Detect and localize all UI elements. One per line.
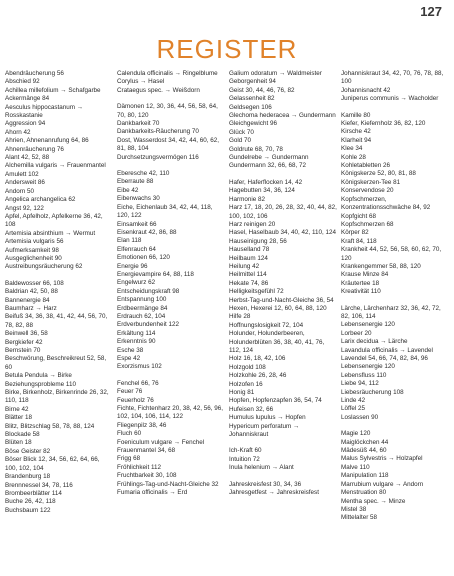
index-entry: Humulus lupulus → Hopfen bbox=[229, 414, 306, 422]
index-entry: Johannisnacht 42 bbox=[341, 86, 391, 94]
index-entry: Erdrauch 62, 104 bbox=[117, 312, 166, 320]
index-entry: Hoffnungslosigkeit 72, 104 bbox=[229, 321, 304, 329]
index-entry: Engelwurz 62 bbox=[117, 279, 156, 287]
index-entry: Inula helenium → Alant bbox=[229, 464, 294, 472]
index-entry: Angst 92, 122 bbox=[5, 204, 44, 212]
index-entry: Lavandula officinalis → Lavendel bbox=[341, 346, 433, 354]
index-entry: Bannenergie 84 bbox=[5, 296, 50, 304]
letter-group-gap bbox=[117, 95, 225, 103]
index-entry: Krankengemmer 58, 88, 120 bbox=[341, 262, 421, 270]
index-entry: Feuerholz 76 bbox=[117, 396, 154, 404]
index-entry: Hasel, Haselbaub 34, 40, 42, 110, 124 bbox=[229, 229, 337, 237]
index-entry: Beschwörung, Beschreikreut 52, 58, 60 bbox=[5, 355, 107, 371]
index-entry: Beziehungsprobleme 110 bbox=[5, 380, 76, 388]
index-entry: Abschied 92 bbox=[5, 78, 40, 86]
index-entry: Blätter 18 bbox=[5, 414, 32, 422]
index-entry: Entspannung 100 bbox=[117, 296, 167, 304]
index-entry: Ausgeglichenheit 90 bbox=[5, 254, 62, 262]
index-entry: Feuer 76 bbox=[117, 388, 143, 396]
index-entry: Manipulation 118 bbox=[341, 472, 389, 480]
index-entry: Hypericum perforatum → Johanniskraut bbox=[229, 422, 300, 439]
index-entry: Jahresgetfest → Jahreskreisfest bbox=[229, 489, 319, 497]
index-entry: Fluch 60 bbox=[117, 430, 142, 438]
index-entry: Geldsegen 106 bbox=[229, 103, 272, 111]
index-entry: Harz 17, 18, 20, 26, 28, 32, 40, 44, 82, 100, 102, 106 bbox=[229, 204, 337, 220]
index-entry: Dämonen 12, 30, 36, 44, 56, 58, 64, 70, 80, 120 bbox=[117, 103, 218, 119]
index-entry: Kopfgicht 68 bbox=[341, 212, 377, 220]
index-entry: Alant 42, 52, 88 bbox=[5, 154, 50, 162]
index-column-2 bbox=[117, 70, 225, 570]
index-column-3 bbox=[229, 70, 337, 570]
index-entry: Lebensfluss 110 bbox=[341, 371, 387, 379]
index-entry: Blüten 18 bbox=[5, 439, 32, 447]
index-entry: Corylus → Hasel bbox=[117, 78, 165, 86]
index-entry: Hauseinigung 28, 56 bbox=[229, 237, 287, 245]
index-entry: Gleichgewicht 96 bbox=[229, 120, 277, 128]
index-entry: Abendräucherung 56 bbox=[5, 70, 64, 77]
index-entry: Malus Sylvestris → Holzapfel bbox=[341, 455, 423, 463]
index-entry: Johanniskraut 34, 42, 70, 76, 78, 88, 100 bbox=[341, 70, 444, 86]
index-entry: Elfenrauch 64 bbox=[117, 245, 156, 253]
index-entry: Gold 70 bbox=[229, 137, 252, 145]
index-entry: Hilfe 28 bbox=[229, 313, 251, 321]
index-entry: Austreibungsräucherung 62 bbox=[5, 263, 83, 271]
index-entry: Emotionen 66, 120 bbox=[117, 254, 170, 262]
index-entry: Bergkiefer 42 bbox=[5, 338, 43, 346]
index-entry: Kraft 84, 118 bbox=[341, 237, 377, 245]
index-entry: Loslassen 90 bbox=[341, 413, 379, 421]
index-entry: Harmonie 82 bbox=[229, 195, 266, 203]
index-entry: Königskerzen-Tee 81 bbox=[341, 178, 401, 186]
index-entry: Artemisia absinthium → Wermut bbox=[5, 229, 96, 237]
index-entry: Blitz, Blitzschlag 58, 78, 88, 124 bbox=[5, 422, 95, 430]
index-entry: Böse Geister 82 bbox=[5, 447, 51, 455]
index-entry: Einsamkeit 66 bbox=[117, 220, 157, 228]
index-entry: Kohle 28 bbox=[341, 153, 366, 161]
index-entry: Kräutertee 18 bbox=[341, 279, 380, 287]
index-entry: Gelassenheit 82 bbox=[229, 95, 275, 103]
index-entry: Hauselland 78 bbox=[229, 246, 270, 254]
index-entry: Eiche, Eichenlaub 34, 42, 44, 118, 120, 122 bbox=[117, 203, 213, 220]
index-entry: Eberesche 42, 110 bbox=[117, 170, 170, 178]
index-entry: Dost, Wasserdost 34, 42, 44, 60, 62, 81, 88, 104 bbox=[117, 136, 219, 153]
index-entry: Goldrute 68, 70, 78 bbox=[229, 145, 283, 153]
index-entry: Calendula officinalis → Ringelblume bbox=[117, 70, 218, 77]
index-entry: Lärche, Lärchenharz 32, 36, 42, 72, 82, 106, 114 bbox=[341, 304, 441, 320]
index-entry: Holzofen 16 bbox=[229, 380, 263, 388]
index-entry: Holunder, Holunderbeeren, Holunderblüten 36, 38, 40, 41, 76, 112, 124 bbox=[229, 330, 325, 354]
index-entry: Eibenwachs 30 bbox=[117, 195, 160, 203]
page-title: REGISTER bbox=[156, 34, 298, 64]
index-entry: Lebensenergie 120 bbox=[341, 363, 395, 371]
index-entry: Holzkohle 26, 28, 46 bbox=[229, 372, 287, 380]
index-entry: Kamille 80 bbox=[341, 111, 371, 119]
index-entry: Heilmittel 114 bbox=[229, 271, 267, 279]
index-entry: Herbst-Tag-und-Nacht-Gleiche 36, 54 bbox=[229, 296, 334, 304]
index-entry: Crataegus spec. → Weißdorn bbox=[117, 86, 200, 94]
index-entry: Lebensenergie 120 bbox=[341, 321, 395, 329]
index-entry: Lorbeer 20 bbox=[341, 329, 372, 337]
letter-group-gap bbox=[229, 171, 337, 179]
index-entry: Böser Blick 12, 34, 56, 62, 64, 66, 100, 102, 104 bbox=[5, 456, 100, 472]
index-entry: Krankheit 44, 52, 56, 58, 60, 62, 70, 120 bbox=[341, 246, 442, 262]
index-entry: Erdverbundenheit 122 bbox=[117, 321, 179, 329]
index-entry: Mädesüß 44, 60 bbox=[341, 447, 387, 455]
index-entry: Beinwell 36, 58 bbox=[5, 330, 48, 338]
index-entry: Hexen, Hexerei 12, 60, 64, 88, 120 bbox=[229, 304, 327, 312]
letter-group-gap bbox=[341, 104, 449, 112]
index-entry: Andersweit 86 bbox=[5, 179, 45, 187]
index-entry: Magie 120 bbox=[341, 430, 371, 438]
index-entry: Königskerze 52, 80, 81, 88 bbox=[341, 170, 416, 178]
index-entry: Frauenmantel 34, 68 bbox=[117, 447, 176, 455]
index-entry: Energievampire 64, 88, 118 bbox=[117, 270, 194, 278]
index-entry: Menstruation 80 bbox=[341, 489, 387, 497]
index-entry: Hopfen, Hopfenzapfen 36, 54, 74 bbox=[229, 397, 322, 405]
index-columns bbox=[5, 70, 449, 570]
index-entry: Hafer, Haferflocken 14, 42 bbox=[229, 178, 303, 186]
letter-group-gap bbox=[117, 162, 225, 170]
index-entry: Erdbeermänge 84 bbox=[117, 304, 168, 312]
index-entry: Krause Minze 84 bbox=[341, 271, 389, 279]
index-entry: Kopfschmerzen, Konzentrationsschwäche 84, 92 bbox=[341, 195, 431, 212]
index-entry: Hufeisen 32, 66 bbox=[229, 405, 274, 413]
index-entry: Hagebutten 34, 36, 124 bbox=[229, 187, 295, 195]
index-entry: Erkältung 114 bbox=[117, 329, 156, 337]
index-column-4 bbox=[341, 70, 449, 570]
index-entry: Liebe 94, 112 bbox=[341, 380, 379, 388]
index-entry: Mistel 38 bbox=[341, 505, 367, 513]
index-entry: Andorn 50 bbox=[5, 187, 35, 195]
index-entry: Lavendel 54, 66, 74, 82, 84, 96 bbox=[341, 355, 428, 362]
index-entry: Esche 38 bbox=[117, 346, 144, 354]
index-entry: Durchsetzungsvermögen 116 bbox=[117, 153, 199, 161]
index-entry: Betula Pendula → Birke bbox=[5, 372, 72, 380]
index-entry: Ich-Kraft 60 bbox=[229, 447, 262, 455]
index-entry: Elan 118 bbox=[117, 237, 142, 245]
index-entry: Fröhlichkeit 112 bbox=[117, 463, 161, 471]
index-entry: Jahreskreisfest 30, 34, 36 bbox=[229, 480, 302, 488]
index-entry: Eibe 42 bbox=[117, 186, 139, 194]
letter-group-gap bbox=[229, 439, 337, 447]
index-entry: Fumaria officinalis → Erd bbox=[117, 489, 188, 497]
index-entry: Birke, Birkenholz, Birkenrinde 26, 32, 110, 118 bbox=[5, 389, 109, 405]
index-entry: Angelica archangelica 62 bbox=[5, 196, 76, 204]
index-entry: Konservendose 20 bbox=[341, 187, 394, 195]
index-entry: Artemisia vulgaris 56 bbox=[5, 238, 64, 246]
index-entry: Honig 81 bbox=[229, 389, 255, 397]
index-entry: Bernstein 70 bbox=[5, 347, 41, 354]
index-entry: Brennnessel 34, 78, 116 bbox=[5, 481, 73, 489]
index-entry: Baldrian 42, 50, 88 bbox=[5, 288, 58, 296]
index-entry: Galium odoratum → Waldmeister bbox=[229, 70, 322, 77]
index-entry: Aesculus hippocastanum → Rosskastanie bbox=[5, 103, 84, 120]
index-entry: Hekate 74, 86 bbox=[229, 279, 269, 287]
index-entry: Buchsbaum 122 bbox=[5, 506, 51, 514]
index-entry: Holz 16, 18, 42, 106 bbox=[229, 355, 286, 363]
index-entry: Baumharz → Harz bbox=[5, 304, 57, 312]
index-entry: Dankbarkeit 70 bbox=[117, 120, 160, 128]
index-entry: Beifuß 34, 36, 38, 41, 42, 44, 56, 70, 78, 82, 88 bbox=[5, 313, 108, 329]
index-entry: Frigg 68 bbox=[117, 455, 141, 463]
index-entry: Espe 42 bbox=[117, 355, 141, 362]
index-entry: Helligkeitsgefühl 72 bbox=[229, 288, 284, 296]
index-entry: Löffel 25 bbox=[341, 405, 366, 413]
index-entry: Fliegenpilz 38, 46 bbox=[117, 421, 167, 429]
index-entry: Liebesräucherung 108 bbox=[341, 388, 404, 396]
index-entry: Foeniculum vulgare → Fenchel bbox=[117, 438, 205, 446]
index-entry: Blockade 58 bbox=[5, 431, 40, 439]
index-entry: Gundermann 32, 66, 68, 72 bbox=[229, 162, 307, 170]
index-entry: Körper 82 bbox=[341, 229, 369, 237]
index-entry: Apfel, Apfelholz, Apfelkerne 36, 42, 108 bbox=[5, 212, 103, 229]
index-entry: Glück 70 bbox=[229, 128, 254, 136]
index-entry: Aufmerksamkeit 98 bbox=[5, 246, 59, 254]
letter-group-gap bbox=[5, 272, 113, 280]
index-entry: Dankbarkeits-Räucherung 70 bbox=[117, 128, 199, 136]
index-entry: Linde 42 bbox=[341, 397, 366, 405]
index-entry: Fichte, Fichtenharz 20, 38, 42, 56, 96, 102, 104, 106, 114, 122 bbox=[117, 405, 224, 421]
index-entry: Glechoma hederacea → Gundermann bbox=[229, 112, 336, 120]
letter-group-gap bbox=[229, 473, 337, 481]
letter-group-gap bbox=[341, 297, 449, 305]
index-entry: Kreativität 110 bbox=[341, 288, 381, 296]
index-entry: Ahnenräucherung 76 bbox=[5, 145, 64, 153]
index-entry: Klarheit 94 bbox=[341, 136, 372, 144]
index-entry: Brombeerblätter 114 bbox=[5, 489, 62, 497]
index-entry: Kohletabletten 26 bbox=[341, 162, 391, 170]
index-entry: Eberraute 88 bbox=[117, 178, 154, 186]
index-entry: Fenchel 66, 76 bbox=[117, 379, 159, 387]
index-entry: Amulett 102 bbox=[5, 170, 39, 178]
index-entry: Eisenkraut 42, 86, 88 bbox=[117, 228, 177, 236]
index-entry: Heilbaum 124 bbox=[229, 254, 268, 262]
index-entry: Gundelrebe → Gundermann bbox=[229, 154, 309, 162]
index-entry: Juniperus communis → Wacholder bbox=[341, 95, 439, 103]
index-entry: Ahorn 42 bbox=[5, 128, 31, 136]
index-entry: Ahrien, Ahnenanrufung 64, 86 bbox=[5, 137, 89, 145]
letter-group-gap bbox=[117, 372, 225, 380]
index-entry: Achillea millefolium → Schafgarbe bbox=[5, 86, 101, 94]
index-entry: Fruchtbarkeit 30, 108 bbox=[117, 472, 177, 480]
index-entry: Kopfschmerzen 68 bbox=[341, 220, 394, 228]
index-entry: Kiefer, Kiefernholz 36, 82, 120 bbox=[341, 120, 426, 128]
index-entry: Exorzismus 102 bbox=[117, 363, 162, 371]
index-entry: Erkenntnis 90 bbox=[117, 338, 156, 346]
index-entry: Harz reinigen 20 bbox=[229, 220, 276, 228]
index-entry: Buche 26, 42, 118 bbox=[5, 498, 56, 506]
index-entry: Frühlings-Tag-und-Nacht-Gleiche 32 bbox=[117, 480, 219, 488]
letter-group-gap bbox=[341, 422, 449, 430]
index-entry: Brandenburg 18 bbox=[5, 473, 51, 481]
index-entry: Malve 110 bbox=[341, 463, 370, 471]
index-entry: Heilung 42 bbox=[229, 262, 260, 270]
index-entry: Maiglöckchen 44 bbox=[341, 438, 389, 446]
index-entry: Mittelalter 58 bbox=[341, 514, 378, 522]
index-entry: Baldewosser 66, 108 bbox=[5, 279, 64, 287]
index-entry: Intuition 72 bbox=[229, 455, 260, 463]
page-number: 127 bbox=[420, 4, 442, 19]
index-entry: Birne 42 bbox=[5, 405, 29, 413]
index-entry: Mentha spec. → Minze bbox=[341, 497, 406, 505]
index-entry: Alchemilla vulgaris → Frauenmantel bbox=[5, 162, 106, 170]
index-entry: Energie 96 bbox=[117, 262, 148, 270]
index-entry: Aggression 94 bbox=[5, 120, 46, 128]
index-column-1 bbox=[5, 70, 113, 570]
index-entry: Entscheidungskraft 98 bbox=[117, 287, 180, 295]
index-entry: Klee 34 bbox=[341, 145, 363, 153]
index-entry: Geborgenheit 94 bbox=[229, 78, 276, 86]
index-entry: Geist 30, 44, 46, 76, 82 bbox=[229, 86, 295, 94]
index-entry: Ackermänge 84 bbox=[5, 95, 50, 103]
index-entry: Holzgold 108 bbox=[229, 363, 266, 371]
index-entry: Larix decidua → Lärche bbox=[341, 338, 408, 346]
index-entry: Kirsche 42 bbox=[341, 128, 371, 136]
index-entry: Marrubium vulgare → Andorn bbox=[341, 480, 424, 488]
